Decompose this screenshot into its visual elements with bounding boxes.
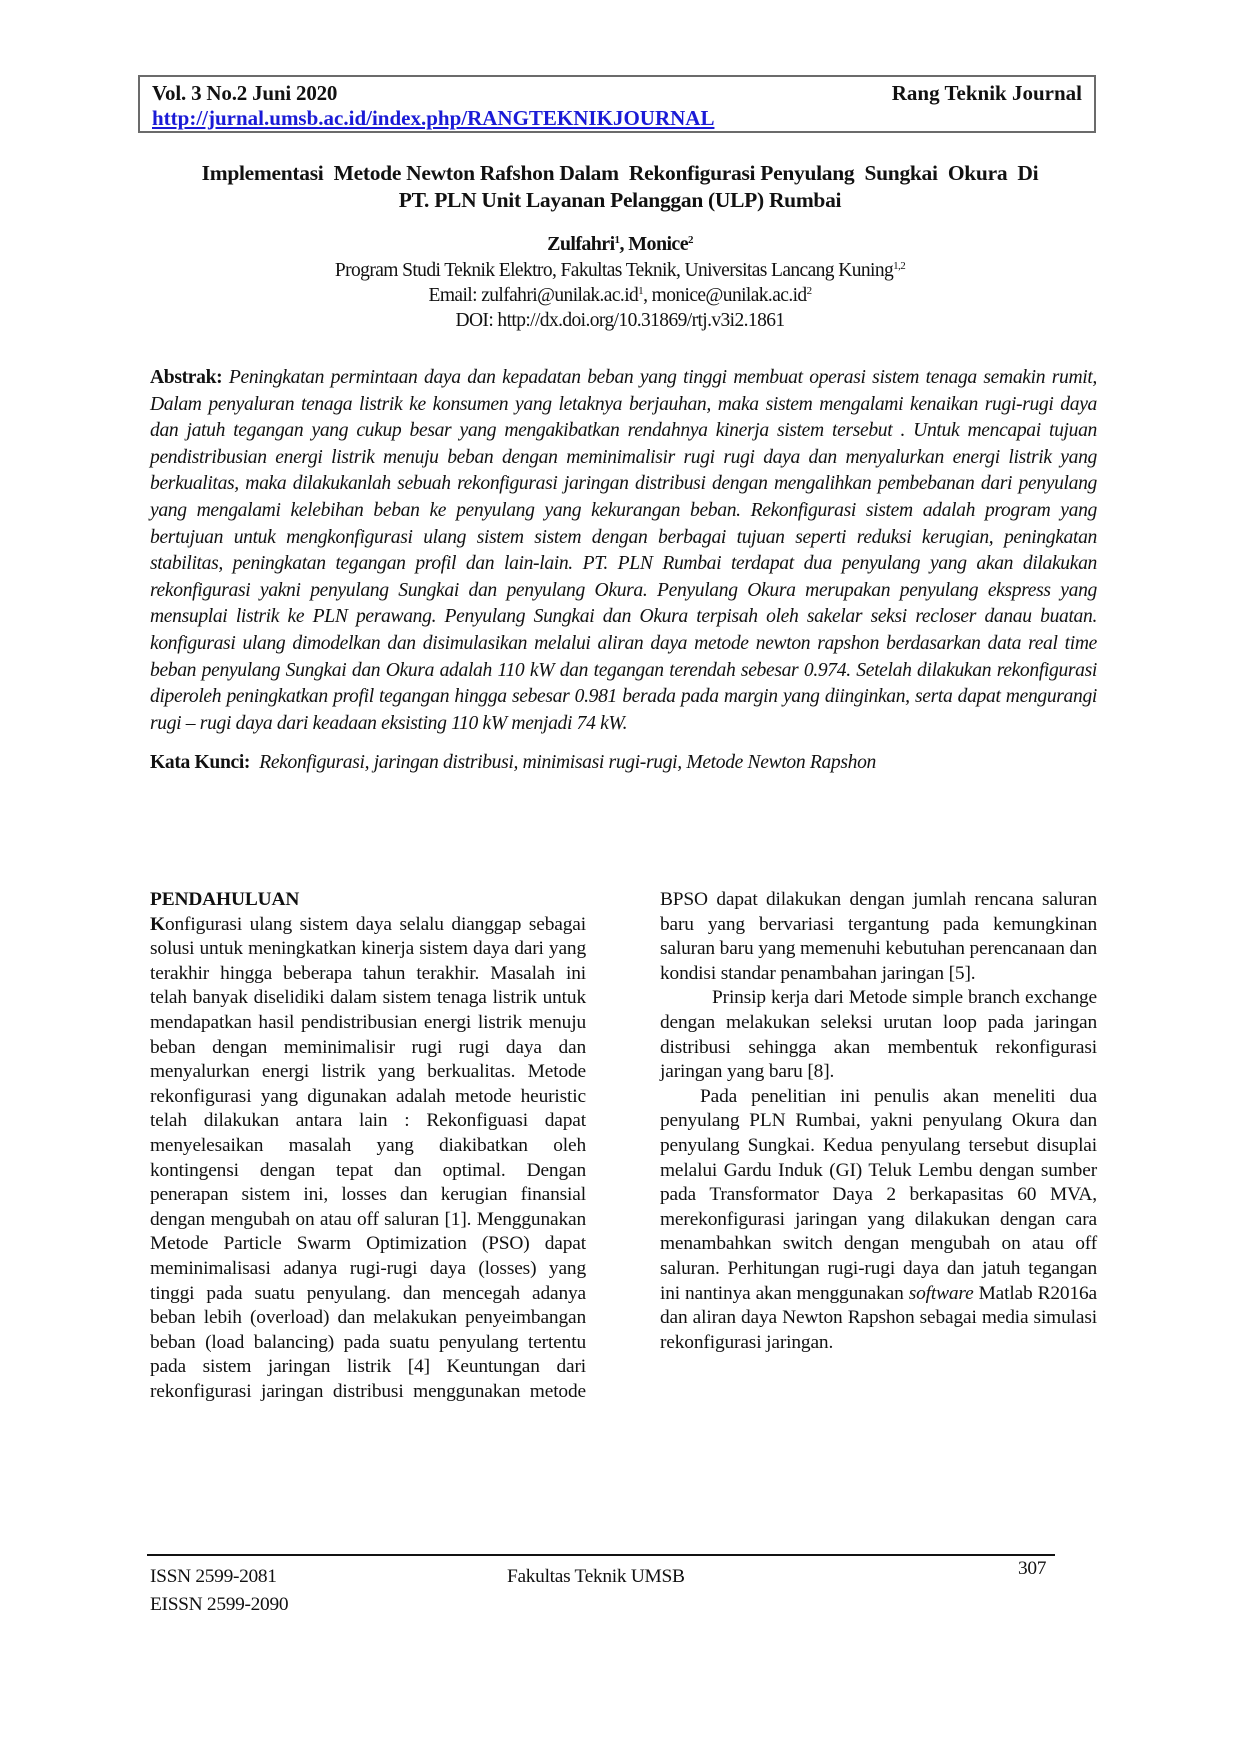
affiliation-text: Program Studi Teknik Elektro, Fakultas Teknik, Universitas Lancang Kuning xyxy=(334,260,894,281)
author-affil-mark: 1 xyxy=(614,234,620,246)
journal-url-link[interactable]: http://jurnal.umsb.ac.id/index.php/RANGTEKNIKJOURNAL xyxy=(152,106,715,130)
affiliation-mark: 1,2 xyxy=(893,260,906,272)
footer-issn: ISSN 2599-2081 xyxy=(150,1566,277,1587)
body-column-left xyxy=(150,888,586,1404)
footer-rule xyxy=(147,1554,1055,1556)
email-mark-1: 1 xyxy=(638,285,644,297)
running-header-box xyxy=(138,75,1096,133)
keywords-label: Kata Kunci: xyxy=(150,752,251,773)
title-line-2: PT. PLN Unit Layanan Pelanggan (ULP) Rumbai xyxy=(398,188,842,212)
intro-paragraph-text: onfigurasi ulang sistem daya selalu dianggap sebagai solusi untuk meningkatkan kinerja sistem daya dari yang terakhir hingga beberapa tahun terakhir. Masalah ini telah banyak diselidiki dalam sistem tenaga listrik untuk mendapatkan hasil pendistribusian energi listrik menuju beban dengan meminimalisir rugi rugi daya dan menyalurkan energi listrik yang berkualitas. Metode rekonfigurasi yang digunakan adalah metode heuristic telah dilakukan antara lain : Rekonfiguasi dapat menyelesaikan masalah yang diakibatkan oleh kontingensi dengan tepat dan optimal. Dengan penerapan sistem ini, losses dan kerugian finansial dengan mengubah on atau off saluran [1]. Menggunakan Metode Particle Swarm Optimization (PSO) dapat meminimalisasi adanya rugi-rugi daya (losses) yang tinggi pada suatu penyulang. dan mencegah adanya beban lebih (overload) dan melakukan penyeimbangan beban (load balancing) pada suatu penyulang tertentu pada sistem jaringan listrik [4] Keuntungan dari rekonfigurasi jaringan distribusi menggunakan metode xyxy=(150,913,586,1402)
email-mark-2: 2 xyxy=(806,285,812,297)
volume-issue: Vol. 3 No.2 Juni 2020 xyxy=(152,81,338,105)
journal-name: Rang Teknik Journal xyxy=(891,81,1082,105)
section-heading-pendahuluan: PENDAHULUAN xyxy=(150,889,300,910)
footer-eissn: EISSN 2599-2090 xyxy=(150,1594,289,1615)
paragraph-penelitian-text: Pada penelitian ini penulis akan meneliti dua penyulang PLN Rumbai, yakni penyulang Okura dan penyulang Sungkai. Kedua penyulang tersebut disuplai melalui Gardu Induk (GI) Teluk Lembu dengan sumber pada Transformator Daya 2 berkapasitas 60 MVA, merekonfigurasi jaringan yang dilakukan dengan cara menambahkan switch dengan mengubah on atau off saluran. Perhitungan rugi-rugi daya dan jatuh tegangan ini nantinya akan menggunakan xyxy=(660,1085,1097,1304)
paper-title xyxy=(140,160,1100,214)
page-number: 307 xyxy=(1018,1558,1047,1579)
email-link-2[interactable]: monice@unilak.ac.id xyxy=(651,285,807,306)
email-label: Email: xyxy=(428,285,482,306)
author-name: Zulfahri xyxy=(547,233,615,255)
affiliation xyxy=(140,260,1100,282)
body-column-right xyxy=(660,888,1097,1355)
paragraph-penelitian xyxy=(660,1085,1097,1356)
abstract-text: Peningkatan permintaan daya dan kepadatan beban yang tinggi membuat operasi sistem tenaga semakin rumit, Dalam penyaluran tenaga listrik ke konsumen yang letaknya berjauhan, maka sistem mengalami kenaikan rugi-rugi daya dan jatuh tegangan yang cukup besar yang mengakibatkan rendahnya kinerja sistem tersebut . Untuk mencapai tujuan pendistribusian energi listrik menuju beban dengan meminimalisir rugi rugi daya dan menyalurkan energi listrik yang berkualitas, maka dilakukanlah sebuah rekonfigurasi jaringan distribusi dengan mengalihkan pembebanan dari penyulang yang mengalami kelebihan beban ke penyulang yang kekurangan beban. Rekonfigurasi sistem adalah program yang bertujuan untuk mengkonfigurasi ulang sistem sistem dengan berbagai tujuan seperti reduksi kerugian, peningkatan stabilitas, peningkatan tegangan profil dan lain-lain. PT. PLN Rumbai terdapat dua penyulang yang akan dilakukan rekonfigurasi yakni penyulang Sungkai dan penyulang Okura. Penyulang Okura merupakan penyulang ekspress yang mensuplai listrik ke PLN perawang. Penyulang Sungkai dan Okura terpisah oleh sakelar seksi recloser danau buatan. konfigurasi ulang dimodelkan dan disimulasikan melalui aliran daya metode newton rapshon berdasarkan data real time beban penyulang Sungkai dan Okura adalah 110 kW dan tegangan terendah sebesar 0.974. Setelah dilakukan rekonfigurasi diperoleh peningkatkan profil tegangan hingga sebesar 0.981 berada pada margin yang diinginkan, serta dapat mengurangi rugi – rugi daya dari keadaan eksisting 110 kW menjadi 74 kW. xyxy=(150,367,1097,734)
email-link-1[interactable]: zulfahri@unilak.ac.id xyxy=(481,285,639,306)
drop-cap-letter: K xyxy=(150,913,165,935)
author-affil-mark: 2 xyxy=(687,234,693,246)
intro-paragraph-1 xyxy=(150,913,586,1405)
abstract-label: Abstrak: xyxy=(150,367,223,388)
title-line-1: Implementasi Metode Newton Rafshon Dalam Rekonfigurasi Penyulang Sungkai Okura Di xyxy=(201,161,1039,185)
paragraph-penelitian-tail: Matlab R2016a dan aliran daya Newton Rapshon sebagai media simulasi rekonfigurasi jaringan. xyxy=(660,1282,1098,1353)
keywords xyxy=(150,752,1097,774)
author-name: Monice xyxy=(628,233,688,255)
author-emails xyxy=(140,285,1100,307)
doi-line[interactable]: DOI: http://dx.doi.org/10.31869/rtj.v3i2.1861 xyxy=(455,310,785,331)
email-separator: , xyxy=(643,285,652,306)
keywords-text: Rekonfigurasi, jaringan distribusi, minimisasi rugi-rugi, Metode Newton Rapshon xyxy=(259,752,876,773)
paragraph-bpso: BPSO dapat dilakukan dengan jumlah rencana saluran baru yang bervariasi tergantung pada kemungkinan saluran baru yang memenuhi kebutuhan perencanaan dan kondisi standar penambahan jaringan [5]. xyxy=(660,889,1097,984)
abstract xyxy=(150,365,1097,737)
paragraph-simple-branch-exchange: Prinsip kerja dari Metode simple branch exchange dengan melakukan seleksi urutan loop pada jaringan distribusi sehingga akan membentuk rekonfigurasi jaringan yang baru [8]. xyxy=(660,987,1097,1083)
footer-faculty: Fakultas Teknik UMSB xyxy=(507,1566,685,1587)
author-separator: , xyxy=(619,233,629,255)
author-list xyxy=(140,233,1100,256)
software-italic: software xyxy=(908,1282,974,1304)
